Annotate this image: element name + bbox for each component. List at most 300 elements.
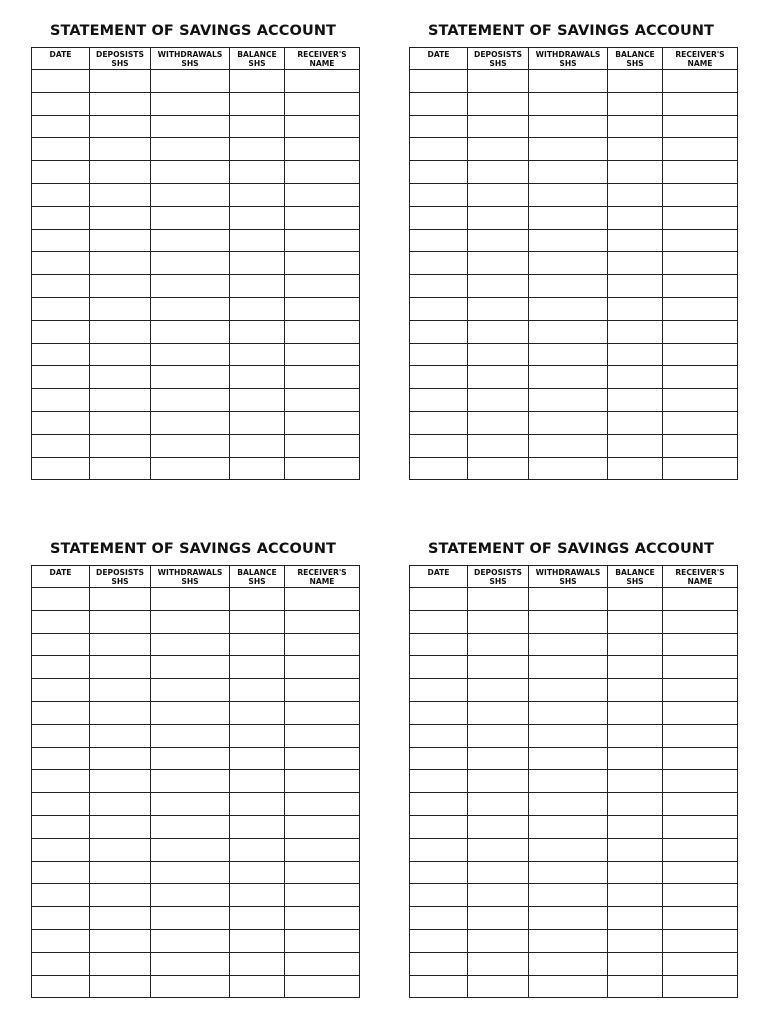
- date-cell: [32, 724, 90, 747]
- ledger-row: [410, 793, 738, 816]
- ledger-row: [32, 229, 360, 252]
- withdrawals-cell: [151, 610, 230, 633]
- balance-cell: [608, 92, 663, 115]
- deposits-cell: [90, 861, 151, 884]
- date-cell: [32, 747, 90, 770]
- column-header-line1: WITHDRAWALS: [157, 568, 223, 577]
- withdrawals-cell: [151, 907, 230, 930]
- deposits-cell: [90, 411, 151, 434]
- column-header-balance: [230, 566, 285, 588]
- balance-cell: [230, 633, 285, 656]
- ledger-row: [410, 610, 738, 633]
- withdrawals-cell: [151, 724, 230, 747]
- withdrawals-cell: [151, 92, 230, 115]
- receiver-name-cell: [285, 907, 360, 930]
- column-header-line1: DATE: [49, 50, 72, 59]
- column-header-withdrawals: [529, 566, 608, 588]
- ledger-row: [410, 411, 738, 434]
- balance-cell: [608, 724, 663, 747]
- receiver-name-cell: [663, 457, 738, 480]
- deposits-cell: [90, 297, 151, 320]
- receiver-name-cell: [663, 206, 738, 229]
- column-header-line2: SHS: [111, 59, 129, 68]
- ledger-row: [32, 633, 360, 656]
- date-cell: [410, 389, 468, 412]
- ledger-row: [410, 770, 738, 793]
- ledger-row: [410, 320, 738, 343]
- balance-cell: [230, 679, 285, 702]
- balance-cell: [230, 92, 285, 115]
- withdrawals-cell: [151, 679, 230, 702]
- balance-cell: [608, 610, 663, 633]
- date-cell: [32, 701, 90, 724]
- receiver-name-cell: [663, 92, 738, 115]
- date-cell: [32, 838, 90, 861]
- date-cell: [32, 610, 90, 633]
- receiver-name-cell: [663, 70, 738, 93]
- balance-cell: [608, 434, 663, 457]
- ledger-row: [32, 975, 360, 998]
- withdrawals-cell: [151, 161, 230, 184]
- ledger-row: [32, 252, 360, 275]
- date-cell: [32, 952, 90, 975]
- ledger-row: [32, 434, 360, 457]
- withdrawals-cell: [529, 229, 608, 252]
- date-cell: [410, 815, 468, 838]
- date-cell: [32, 929, 90, 952]
- deposits-cell: [468, 975, 529, 998]
- ledger-row: [32, 70, 360, 93]
- ledger-row: [410, 679, 738, 702]
- receiver-name-cell: [663, 793, 738, 816]
- date-cell: [410, 434, 468, 457]
- withdrawals-cell: [151, 275, 230, 298]
- deposits-cell: [468, 457, 529, 480]
- balance-cell: [230, 434, 285, 457]
- receiver-name-cell: [285, 320, 360, 343]
- balance-cell: [608, 975, 663, 998]
- withdrawals-cell: [529, 838, 608, 861]
- date-cell: [32, 588, 90, 611]
- deposits-cell: [468, 183, 529, 206]
- column-header-line1: WITHDRAWALS: [535, 50, 601, 59]
- column-header-line1: DEPOSISTS: [474, 50, 522, 59]
- ledger-row: [410, 588, 738, 611]
- deposits-cell: [90, 815, 151, 838]
- deposits-cell: [468, 252, 529, 275]
- date-cell: [32, 252, 90, 275]
- date-cell: [410, 861, 468, 884]
- ledger-row: [32, 115, 360, 138]
- withdrawals-cell: [151, 701, 230, 724]
- balance-cell: [608, 366, 663, 389]
- deposits-cell: [468, 815, 529, 838]
- date-cell: [410, 975, 468, 998]
- column-header-line2: SHS: [626, 59, 644, 68]
- ledger-row: [32, 793, 360, 816]
- date-cell: [32, 229, 90, 252]
- column-header-line1: WITHDRAWALS: [157, 50, 223, 59]
- deposits-cell: [90, 320, 151, 343]
- receiver-name-cell: [663, 907, 738, 930]
- ledger-table: [31, 565, 360, 998]
- date-cell: [32, 183, 90, 206]
- ledger-body: [32, 70, 360, 480]
- balance-cell: [608, 907, 663, 930]
- column-header-line2: SHS: [489, 59, 507, 68]
- column-header-line1: DEPOSISTS: [474, 568, 522, 577]
- deposits-cell: [468, 434, 529, 457]
- deposits-cell: [468, 656, 529, 679]
- date-cell: [410, 92, 468, 115]
- balance-cell: [230, 656, 285, 679]
- withdrawals-cell: [529, 770, 608, 793]
- ledger-row: [32, 747, 360, 770]
- balance-cell: [608, 252, 663, 275]
- ledger-row: [410, 929, 738, 952]
- column-header-line2: SHS: [248, 577, 266, 586]
- deposits-cell: [90, 633, 151, 656]
- receiver-name-cell: [663, 633, 738, 656]
- receiver-name-cell: [285, 610, 360, 633]
- ledger-row: [410, 656, 738, 679]
- ledger-row: [410, 92, 738, 115]
- column-header-date: [410, 566, 468, 588]
- receiver-name-cell: [663, 115, 738, 138]
- balance-cell: [608, 115, 663, 138]
- date-cell: [410, 161, 468, 184]
- column-header-balance: [608, 48, 663, 70]
- ledger-row: [410, 884, 738, 907]
- deposits-cell: [90, 656, 151, 679]
- ledger-row: [32, 411, 360, 434]
- receiver-name-cell: [663, 975, 738, 998]
- ledger-row: [410, 633, 738, 656]
- receiver-name-cell: [285, 679, 360, 702]
- withdrawals-cell: [151, 952, 230, 975]
- date-cell: [410, 297, 468, 320]
- ledger-row: [410, 389, 738, 412]
- withdrawals-cell: [529, 929, 608, 952]
- balance-cell: [230, 161, 285, 184]
- receiver-name-cell: [285, 252, 360, 275]
- balance-cell: [230, 252, 285, 275]
- balance-cell: [230, 747, 285, 770]
- receiver-name-cell: [663, 838, 738, 861]
- withdrawals-cell: [151, 975, 230, 998]
- withdrawals-cell: [529, 793, 608, 816]
- withdrawals-cell: [151, 815, 230, 838]
- deposits-cell: [90, 343, 151, 366]
- date-cell: [32, 275, 90, 298]
- date-cell: [410, 206, 468, 229]
- receiver-name-cell: [663, 138, 738, 161]
- balance-cell: [608, 457, 663, 480]
- column-header-line1: RECEIVER'S: [675, 568, 725, 577]
- date-cell: [410, 138, 468, 161]
- deposits-cell: [90, 952, 151, 975]
- column-header-balance: [608, 566, 663, 588]
- ledger-row: [32, 275, 360, 298]
- ledger-header-row: [410, 48, 738, 70]
- deposits-cell: [468, 343, 529, 366]
- ledger-row: [32, 389, 360, 412]
- deposits-cell: [90, 92, 151, 115]
- balance-cell: [608, 183, 663, 206]
- balance-cell: [608, 411, 663, 434]
- withdrawals-cell: [529, 610, 608, 633]
- column-header-line2: NAME: [309, 577, 335, 586]
- deposits-cell: [90, 884, 151, 907]
- ledger-table: [31, 47, 360, 480]
- deposits-cell: [468, 679, 529, 702]
- date-cell: [32, 907, 90, 930]
- receiver-name-cell: [663, 275, 738, 298]
- withdrawals-cell: [529, 588, 608, 611]
- date-cell: [32, 138, 90, 161]
- receiver-name-cell: [663, 884, 738, 907]
- date-cell: [410, 411, 468, 434]
- balance-cell: [230, 861, 285, 884]
- date-cell: [410, 838, 468, 861]
- balance-cell: [608, 656, 663, 679]
- deposits-cell: [468, 838, 529, 861]
- balance-cell: [230, 138, 285, 161]
- balance-cell: [230, 884, 285, 907]
- column-header-receiver-name: [285, 566, 360, 588]
- column-header-deposits: [90, 566, 151, 588]
- ledger-row: [410, 701, 738, 724]
- column-header-line1: RECEIVER'S: [297, 568, 347, 577]
- balance-cell: [608, 320, 663, 343]
- date-cell: [410, 366, 468, 389]
- receiver-name-cell: [663, 701, 738, 724]
- deposits-cell: [90, 70, 151, 93]
- balance-cell: [608, 343, 663, 366]
- ledger-row: [32, 770, 360, 793]
- withdrawals-cell: [529, 206, 608, 229]
- deposits-cell: [468, 138, 529, 161]
- withdrawals-cell: [529, 275, 608, 298]
- column-header-line2: NAME: [687, 577, 713, 586]
- balance-cell: [608, 633, 663, 656]
- column-header-line1: DEPOSISTS: [96, 568, 144, 577]
- withdrawals-cell: [529, 747, 608, 770]
- balance-cell: [608, 884, 663, 907]
- receiver-name-cell: [285, 793, 360, 816]
- ledger-row: [410, 861, 738, 884]
- withdrawals-cell: [151, 633, 230, 656]
- date-cell: [410, 275, 468, 298]
- column-header-line2: SHS: [248, 59, 266, 68]
- deposits-cell: [468, 861, 529, 884]
- receiver-name-cell: [285, 297, 360, 320]
- date-cell: [32, 633, 90, 656]
- column-header-receiver-name: [663, 48, 738, 70]
- deposits-cell: [468, 297, 529, 320]
- deposits-cell: [468, 115, 529, 138]
- withdrawals-cell: [529, 297, 608, 320]
- withdrawals-cell: [151, 183, 230, 206]
- ledger-row: [32, 183, 360, 206]
- ledger-header-row: [32, 48, 360, 70]
- balance-cell: [608, 206, 663, 229]
- deposits-cell: [90, 929, 151, 952]
- ledger-row: [410, 297, 738, 320]
- receiver-name-cell: [663, 252, 738, 275]
- balance-cell: [230, 975, 285, 998]
- deposits-cell: [468, 770, 529, 793]
- balance-cell: [608, 701, 663, 724]
- balance-cell: [608, 838, 663, 861]
- withdrawals-cell: [529, 183, 608, 206]
- withdrawals-cell: [151, 320, 230, 343]
- date-cell: [32, 656, 90, 679]
- ledger-row: [32, 724, 360, 747]
- withdrawals-cell: [529, 457, 608, 480]
- receiver-name-cell: [663, 389, 738, 412]
- date-cell: [410, 633, 468, 656]
- receiver-name-cell: [663, 656, 738, 679]
- date-cell: [32, 975, 90, 998]
- date-cell: [410, 70, 468, 93]
- date-cell: [410, 679, 468, 702]
- withdrawals-cell: [529, 815, 608, 838]
- withdrawals-cell: [151, 411, 230, 434]
- receiver-name-cell: [285, 588, 360, 611]
- balance-cell: [230, 770, 285, 793]
- withdrawals-cell: [529, 70, 608, 93]
- balance-cell: [608, 297, 663, 320]
- ledger-row: [32, 297, 360, 320]
- date-cell: [410, 229, 468, 252]
- receiver-name-cell: [285, 183, 360, 206]
- receiver-name-cell: [663, 610, 738, 633]
- deposits-cell: [468, 206, 529, 229]
- ledger-row: [32, 861, 360, 884]
- ledger-row: [32, 679, 360, 702]
- balance-cell: [608, 229, 663, 252]
- balance-cell: [230, 389, 285, 412]
- ledger-row: [410, 229, 738, 252]
- deposits-cell: [90, 252, 151, 275]
- ledger-row: [32, 952, 360, 975]
- balance-cell: [230, 115, 285, 138]
- withdrawals-cell: [529, 679, 608, 702]
- receiver-name-cell: [285, 929, 360, 952]
- date-cell: [410, 343, 468, 366]
- deposits-cell: [468, 701, 529, 724]
- balance-cell: [230, 610, 285, 633]
- column-header-line2: NAME: [687, 59, 713, 68]
- receiver-name-cell: [285, 411, 360, 434]
- balance-cell: [608, 770, 663, 793]
- date-cell: [32, 793, 90, 816]
- deposits-cell: [90, 366, 151, 389]
- withdrawals-cell: [151, 793, 230, 816]
- receiver-name-cell: [285, 884, 360, 907]
- date-cell: [410, 907, 468, 930]
- ledger-row: [410, 457, 738, 480]
- receiver-name-cell: [663, 861, 738, 884]
- withdrawals-cell: [151, 229, 230, 252]
- receiver-name-cell: [285, 747, 360, 770]
- deposits-cell: [90, 838, 151, 861]
- ledger-table: [409, 565, 738, 998]
- receiver-name-cell: [285, 343, 360, 366]
- ledger-table: [409, 47, 738, 480]
- balance-cell: [230, 907, 285, 930]
- ledger-row: [410, 161, 738, 184]
- receiver-name-cell: [663, 183, 738, 206]
- deposits-cell: [468, 929, 529, 952]
- date-cell: [32, 434, 90, 457]
- ledger-row: [410, 434, 738, 457]
- date-cell: [32, 206, 90, 229]
- receiver-name-cell: [285, 701, 360, 724]
- receiver-name-cell: [663, 588, 738, 611]
- column-header-line2: SHS: [559, 577, 577, 586]
- deposits-cell: [90, 115, 151, 138]
- receiver-name-cell: [285, 457, 360, 480]
- deposits-cell: [90, 679, 151, 702]
- receiver-name-cell: [663, 747, 738, 770]
- receiver-name-cell: [285, 434, 360, 457]
- ledger-row: [410, 907, 738, 930]
- withdrawals-cell: [529, 975, 608, 998]
- statement-title: STATEMENT OF SAVINGS ACCOUNT: [50, 541, 337, 557]
- date-cell: [32, 861, 90, 884]
- ledger-row: [410, 343, 738, 366]
- receiver-name-cell: [285, 366, 360, 389]
- withdrawals-cell: [529, 633, 608, 656]
- deposits-cell: [90, 161, 151, 184]
- withdrawals-cell: [529, 884, 608, 907]
- receiver-name-cell: [285, 138, 360, 161]
- column-header-line1: BALANCE: [237, 568, 277, 577]
- withdrawals-cell: [151, 297, 230, 320]
- ledger-row: [32, 884, 360, 907]
- receiver-name-cell: [285, 633, 360, 656]
- ledger-row: [410, 815, 738, 838]
- column-header-date: [32, 48, 90, 70]
- deposits-cell: [90, 389, 151, 412]
- receiver-name-cell: [663, 366, 738, 389]
- balance-cell: [230, 457, 285, 480]
- deposits-cell: [468, 70, 529, 93]
- ledger-row: [32, 206, 360, 229]
- balance-cell: [230, 724, 285, 747]
- balance-cell: [230, 701, 285, 724]
- column-header-line1: BALANCE: [615, 50, 655, 59]
- ledger-row: [32, 457, 360, 480]
- withdrawals-cell: [151, 861, 230, 884]
- receiver-name-cell: [285, 724, 360, 747]
- ledger-row: [410, 275, 738, 298]
- balance-cell: [608, 747, 663, 770]
- receiver-name-cell: [285, 206, 360, 229]
- date-cell: [410, 252, 468, 275]
- withdrawals-cell: [151, 115, 230, 138]
- deposits-cell: [468, 411, 529, 434]
- column-header-line2: SHS: [181, 577, 199, 586]
- ledger-header-row: [410, 566, 738, 588]
- date-cell: [410, 183, 468, 206]
- balance-cell: [608, 138, 663, 161]
- column-header-line1: DATE: [427, 568, 450, 577]
- ledger-row: [32, 838, 360, 861]
- ledger-row: [32, 610, 360, 633]
